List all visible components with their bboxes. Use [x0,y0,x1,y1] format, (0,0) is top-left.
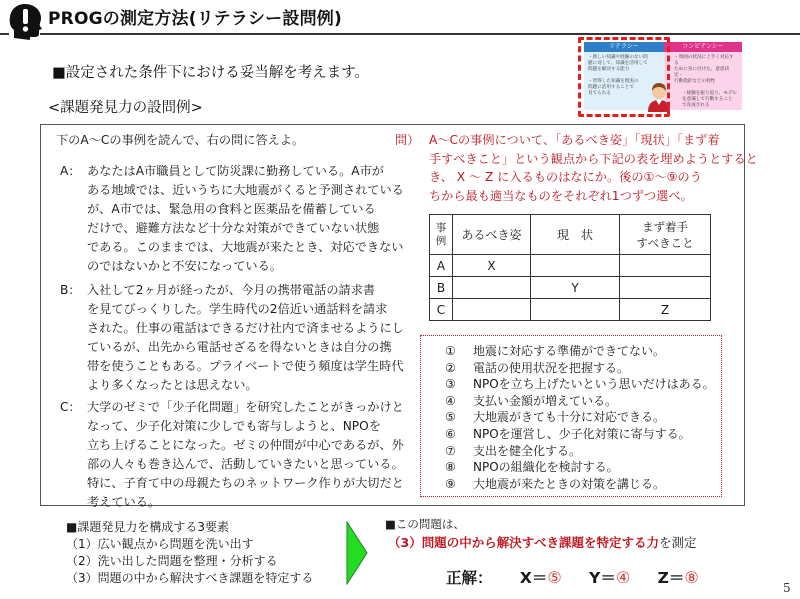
case-text: 大学のゼミで「少子化問題」を研究したことがきっかけと なって、少子化対策に少しでも寄与しようと、NPOを 立ち上げることになった。ゼミの仲間が中心であるが、外 部の人々も巻き込んで、活動していきたいと思っている。 特に、子育て中の母親たちのネットワーク作りが大切だと 考えている。 [87,400,404,509]
literacy-competency-diagram [578,40,748,116]
header-divider [40,33,800,35]
header-first-step: まず着手 すべきこと [620,215,711,255]
element-item: （2）洗い出した問題を整理・分析する [66,554,278,568]
competency-text: ・周囲の状況に上手く対応する ために身に付けた、意思決定・ 行動指針などの特性 ・経験を振り返り、モデル を意識して行動すること で育成される [674,55,737,108]
case-label: A： [60,164,81,178]
element-item: （1）広い観点から問題を洗い出す [66,537,254,551]
section-label: <課題発見力の設問例> [48,100,203,116]
cases-intro: 下のA〜Cの事例を読んで、右の問に答えよ。 [56,133,305,147]
option-item: ⑥ NPOを運営し、少子化対策に寄与する。 [445,426,691,441]
option-item: ② 電話の使用状況を把握する。 [445,360,630,375]
subtitle: ■設定された条件下における妥当解を考えます。 [52,65,370,81]
case-text: あなたはA市職員として防災課に勤務している。A市が ある地域では、近いうちに大地震がくると予測されている が、A市では、緊急用の食料と医薬品を備蓄している だけで、避難方法など十分な対策ができていない状態 である。このままでは、大地震が来たとき、対応できない のではないかと不安になっている。 [87,164,404,273]
option-item: ⑤ 大地震がきても十分に対応できる。 [445,410,666,425]
case-label: C： [60,400,81,414]
page-number: 5 [783,581,791,595]
literacy-highlight-frame [578,37,670,117]
element-item: （3）問題の中から解決すべき課題を特定する [66,571,314,585]
header-case: 事 例 [430,215,453,255]
alert-head-icon [8,2,44,40]
table-row: A X [430,255,711,277]
option-item: ⑧ NPOの組織化を検討する。 [445,460,619,475]
correct-answer: 正解： X＝⑤ Y＝④ Z＝⑧ [446,568,699,587]
option-item: ⑦ 支出を健全化する。 [445,443,582,458]
header-divider-left [0,33,9,35]
option-item: ① 地震に対応する準備ができてない。 [445,344,666,358]
answer-grid-table [429,214,711,321]
measure-text: （3）問題の中から解決すべき課題を特定する力を測定 [388,535,697,550]
table-row: B Y [430,277,711,299]
option-item: ③ NPOを立ち上げたいという思いだけはある。 [445,377,715,392]
header-ideal: あるべき姿 [453,215,531,255]
table-header-row [430,215,711,255]
table-row: C Z [430,299,711,321]
literacy-header: リテラシー [584,42,664,52]
competency-panel [664,52,742,110]
header-current: 現 状 [531,215,620,255]
competency-header: コンピテンシー [664,42,742,52]
option-item: ⑨ 大地震が来たときの対策を講じる。 [445,476,666,491]
measure-title: ■この問題は、 [385,517,465,531]
elements-title: ■課題発見力を構成する3要素 [66,520,229,534]
options-list [445,343,715,492]
page-title: PROGの測定方法(リテラシー設問例) [48,9,342,29]
case-label: B： [60,283,81,297]
case-text: 入社して2ヶ月が経ったが、今月の携帯電話の請求書 を見てびっくりした。学生時代の2倍近い通話料を請求 された。仕事の電話はできるだけ社内で済ませるようにし ているが、出先から電話せざるを得ないときは自分の携 帯を使うこともある。プライベートで使う頻度は学生時代 より多くなったとは思えない。 [87,283,404,392]
option-item: ④ 支払い金額が増えている。 [445,393,618,408]
literacy-text: ・新しい知識や経験のない問 題に対して、知識を活用して 問題を解決する能力 ・習得した知識を現実の 問題に活用することで 育てられる [588,55,648,96]
arrow-right-icon [346,521,368,585]
